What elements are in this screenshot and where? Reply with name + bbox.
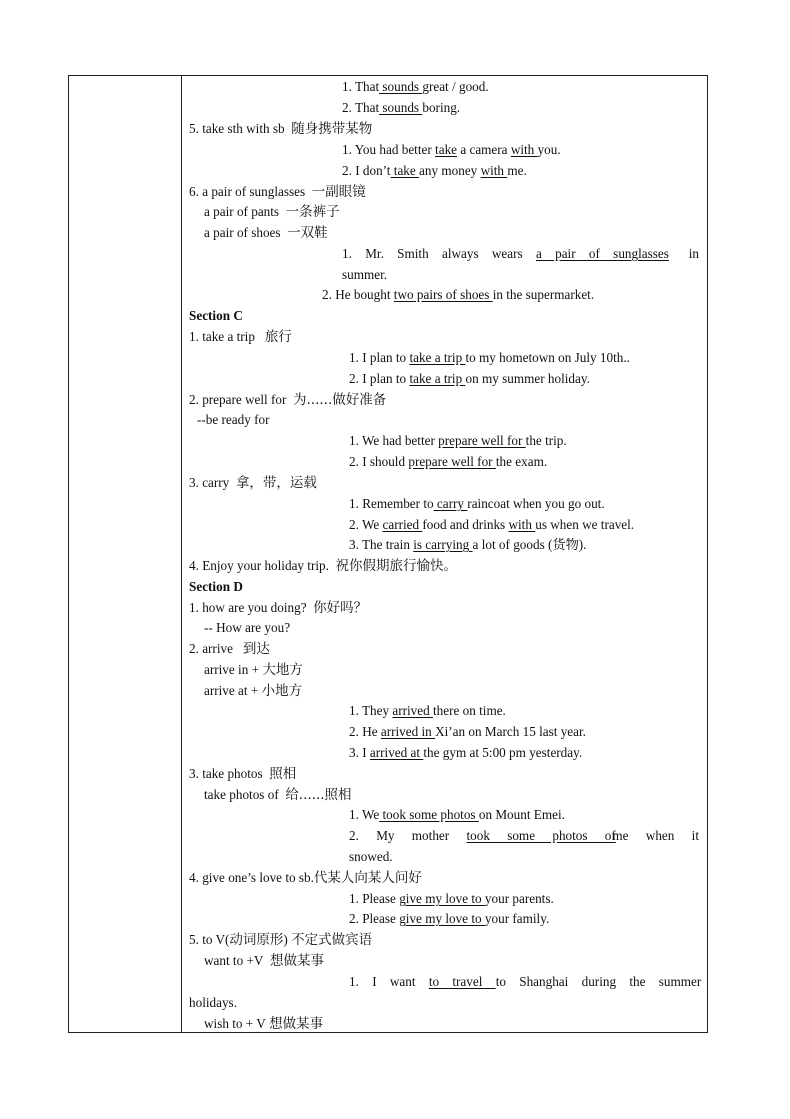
- phrase-line: --be ready for: [197, 412, 270, 427]
- example-line: 2. I should prepare well for the exam.: [349, 454, 548, 469]
- example-line: 1. That sounds great / good.: [342, 79, 489, 94]
- example-line: 2. I plan to take a trip on my summer holiday.: [349, 371, 590, 386]
- example-line: 3. I arrived at the gym at 5:00 pm yesterday.: [349, 745, 583, 760]
- phrase-line: 5. to V(动词原形) 不定式做宾语: [189, 932, 373, 948]
- phrase-line: take photos of 给......照相: [204, 787, 352, 803]
- phrase-line: 3. take photos 照相: [189, 766, 297, 782]
- phrase-line: 2. arrive 到达: [189, 641, 270, 657]
- phrase-line: arrive at + 小地方: [204, 683, 303, 699]
- section-heading: Section C: [189, 308, 243, 323]
- phrase-line: a pair of pants 一条裤子: [204, 204, 340, 220]
- example-line: 2. I don’t take any money with me.: [342, 163, 527, 178]
- example-line: 1. Mr. Smith always wears a pair of sunglasses in: [342, 246, 699, 261]
- example-line: 1. We took some photos on Mount Emei.: [349, 807, 565, 822]
- example-line: 1. I want to travel to Shanghai during the summer: [349, 974, 702, 989]
- phrase-line: wish to + V 想做某事: [204, 1016, 324, 1032]
- example-line: 2. Please give my love to your family.: [349, 911, 550, 926]
- example-line: holidays.: [189, 995, 237, 1010]
- phrase-line: 2. prepare well for 为......做好准备: [189, 392, 387, 408]
- phrase-line: arrive in + 大地方: [204, 662, 303, 678]
- example-line: 2. We carried food and drinks with us when we travel.: [349, 517, 635, 532]
- phrase-line: 3. carry 拿，带，运载: [189, 475, 317, 491]
- example-line: 2. He arrived in Xi’an on March 15 last year.: [349, 724, 586, 739]
- phrase-line: 6. a pair of sunglasses 一副眼镜: [189, 184, 366, 200]
- section-heading: Section D: [189, 579, 243, 594]
- worksheet-table: [68, 75, 708, 1033]
- phrase-line: a pair of shoes 一双鞋: [204, 225, 328, 241]
- phrase-line: 4. give one’s love to sb.代某人向某人问好: [189, 870, 422, 886]
- example-line: 2. My mother took some photos of me when it: [349, 828, 699, 843]
- example-line: 2. He bought two pairs of shoes in the supermarket.: [322, 287, 595, 302]
- example-line: 1. They arrived there on time.: [349, 703, 506, 718]
- example-line: 3. The train is carrying a lot of goods (货物).: [349, 537, 587, 552]
- phrase-line: 1. how are you doing? 你好吗？: [189, 600, 368, 616]
- phrase-line: 4. Enjoy your holiday trip. 祝你假期旅行愉快。: [189, 558, 458, 574]
- example-line: 1. Remember to carry raincoat when you go out.: [349, 496, 605, 511]
- example-line: summer.: [342, 267, 388, 282]
- example-line: 1. We had better prepare well for the trip.: [349, 433, 567, 448]
- example-line: 2. That sounds boring.: [342, 100, 461, 115]
- example-line: 1. I plan to take a trip to my hometown on July 10th..: [349, 350, 630, 365]
- phrase-line: want to +V 想做某事: [204, 953, 325, 969]
- example-line: snowed.: [349, 849, 393, 864]
- phrase-line: 5. take sth with sb 随身携带某物: [189, 121, 373, 137]
- example-line: 1. You had better take a camera with you.: [342, 142, 561, 157]
- phrase-line: 1. take a trip 旅行: [189, 329, 292, 345]
- column-divider: [181, 76, 182, 1032]
- example-line: 1. Please give my love to your parents.: [349, 891, 554, 906]
- phrase-line: -- How are you?: [204, 620, 291, 635]
